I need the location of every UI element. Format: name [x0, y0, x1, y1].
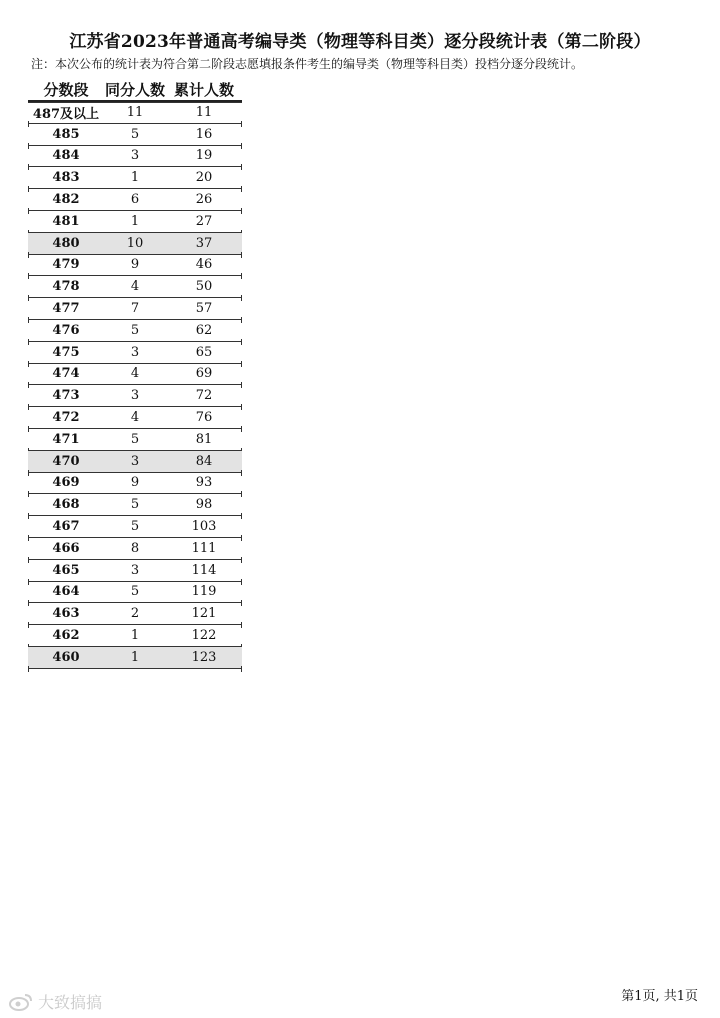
cell-score: 468 — [52, 497, 80, 513]
cell-cumulative: 50 — [195, 279, 213, 295]
table-row — [28, 385, 242, 407]
table-row — [28, 560, 242, 582]
cell-cumulative: 81 — [195, 431, 213, 447]
table-header — [28, 78, 242, 102]
table-row — [28, 146, 242, 168]
cell-score: 479 — [52, 257, 80, 273]
cell-score: 463 — [52, 606, 80, 622]
cell-cumulative: 57 — [195, 301, 213, 317]
header-score: 分数段 — [43, 80, 89, 99]
table-row — [28, 189, 242, 211]
table-note: 注：本次公布的统计表为符合第二阶段志愿填报条件考生的编导类（物理等科目类）投档分逐分段统计。 — [31, 57, 584, 71]
page-number: 第1页, 共1页 — [621, 989, 698, 1004]
cell-count: 4 — [130, 366, 140, 382]
table-body — [28, 102, 242, 669]
cell-count: 1 — [130, 649, 140, 665]
cell-cumulative: 122 — [191, 628, 217, 644]
table-row — [28, 494, 242, 516]
cell-score: 482 — [52, 192, 80, 208]
cell-cumulative: 27 — [195, 213, 213, 229]
cell-count: 9 — [130, 475, 140, 491]
cell-cumulative: 62 — [195, 322, 213, 338]
cell-count: 3 — [130, 388, 140, 404]
cell-count: 2 — [130, 606, 140, 622]
cell-score: 485 — [52, 126, 80, 142]
cell-cumulative: 19 — [195, 148, 213, 164]
cell-cumulative: 20 — [195, 170, 213, 186]
cell-count: 5 — [130, 126, 140, 142]
cell-score: 476 — [52, 322, 80, 338]
table-row — [28, 211, 242, 233]
cell-cumulative: 37 — [195, 235, 213, 251]
cell-count: 11 — [126, 105, 144, 121]
cell-cumulative: 121 — [191, 606, 217, 622]
cell-count: 1 — [130, 213, 140, 229]
table-row — [28, 516, 242, 538]
cell-score: 467 — [52, 519, 80, 535]
cell-score: 481 — [52, 213, 80, 229]
cell-count: 1 — [130, 170, 140, 186]
table-row — [28, 429, 242, 451]
cell-cumulative: 26 — [195, 192, 213, 208]
cell-score: 477 — [52, 301, 80, 317]
page-title: 江苏省2023年普通高考编导类（物理等科目类）逐分段统计表（第二阶段） — [69, 32, 651, 52]
table-row — [28, 298, 242, 320]
cell-score: 470 — [52, 453, 80, 469]
cell-cumulative: 76 — [195, 410, 213, 426]
cell-cumulative: 65 — [195, 344, 213, 360]
table-row — [28, 364, 242, 386]
cell-count: 5 — [130, 431, 140, 447]
cell-count: 6 — [130, 192, 140, 208]
cell-cumulative: 93 — [195, 475, 213, 491]
cell-count: 8 — [130, 540, 140, 556]
table-row — [28, 538, 242, 560]
table-row — [28, 625, 242, 647]
cell-count: 5 — [130, 497, 140, 513]
header-cumulative: 累计人数 — [173, 80, 234, 99]
cell-count: 5 — [130, 519, 140, 535]
cell-score: 475 — [52, 344, 80, 360]
table-row — [28, 102, 242, 124]
table-row — [28, 582, 242, 604]
cell-count: 3 — [130, 562, 140, 578]
table-row — [28, 320, 242, 342]
cell-score: 469 — [52, 475, 80, 491]
watermark-text: 大致搞搞 — [38, 993, 103, 1012]
cell-cumulative: 11 — [195, 105, 213, 121]
weibo-logo-icon — [8, 992, 34, 1012]
cell-cumulative: 98 — [195, 497, 213, 513]
table-row — [28, 342, 242, 364]
cell-score: 460 — [52, 649, 80, 665]
table-row — [28, 473, 242, 495]
cell-cumulative: 16 — [195, 126, 213, 142]
cell-count: 3 — [130, 453, 140, 469]
cell-score: 472 — [52, 410, 80, 426]
cell-count: 7 — [130, 301, 140, 317]
cell-count: 3 — [130, 148, 140, 164]
cell-score: 487及以上 — [32, 107, 100, 123]
cell-score: 462 — [52, 628, 80, 644]
cell-count: 3 — [130, 344, 140, 360]
cell-count: 5 — [130, 322, 140, 338]
table-row — [28, 255, 242, 277]
table-row — [28, 647, 242, 669]
table-row — [28, 276, 242, 298]
cell-count: 4 — [130, 279, 140, 295]
cell-count: 10 — [126, 235, 144, 251]
cell-score: 484 — [52, 148, 80, 164]
table-row — [28, 451, 242, 473]
cell-cumulative: 123 — [191, 649, 217, 665]
cell-cumulative: 69 — [195, 366, 213, 382]
table-row — [28, 603, 242, 625]
cell-cumulative: 103 — [191, 519, 217, 535]
table-row — [28, 407, 242, 429]
cell-cumulative: 111 — [191, 540, 217, 556]
header-count: 同分人数 — [104, 80, 165, 99]
cell-cumulative: 114 — [191, 562, 217, 578]
cell-cumulative: 46 — [195, 257, 213, 273]
cell-count: 9 — [130, 257, 140, 273]
cell-count: 5 — [130, 584, 140, 600]
cell-score: 474 — [52, 366, 80, 382]
cell-score: 465 — [52, 562, 80, 578]
cell-score: 464 — [52, 584, 80, 600]
cell-count: 4 — [130, 410, 140, 426]
table-row — [28, 124, 242, 146]
cell-score: 480 — [52, 235, 80, 251]
cell-cumulative: 84 — [195, 453, 213, 469]
cell-score: 473 — [52, 388, 80, 404]
score-table — [28, 78, 242, 669]
cell-score: 478 — [52, 279, 80, 295]
watermark — [8, 990, 102, 1013]
table-row — [28, 233, 242, 255]
cell-score: 483 — [52, 170, 80, 186]
cell-cumulative: 119 — [191, 584, 217, 600]
cell-score: 471 — [52, 431, 80, 447]
cell-count: 1 — [130, 628, 140, 644]
cell-score: 466 — [52, 540, 80, 556]
table-row — [28, 167, 242, 189]
cell-cumulative: 72 — [195, 388, 213, 404]
